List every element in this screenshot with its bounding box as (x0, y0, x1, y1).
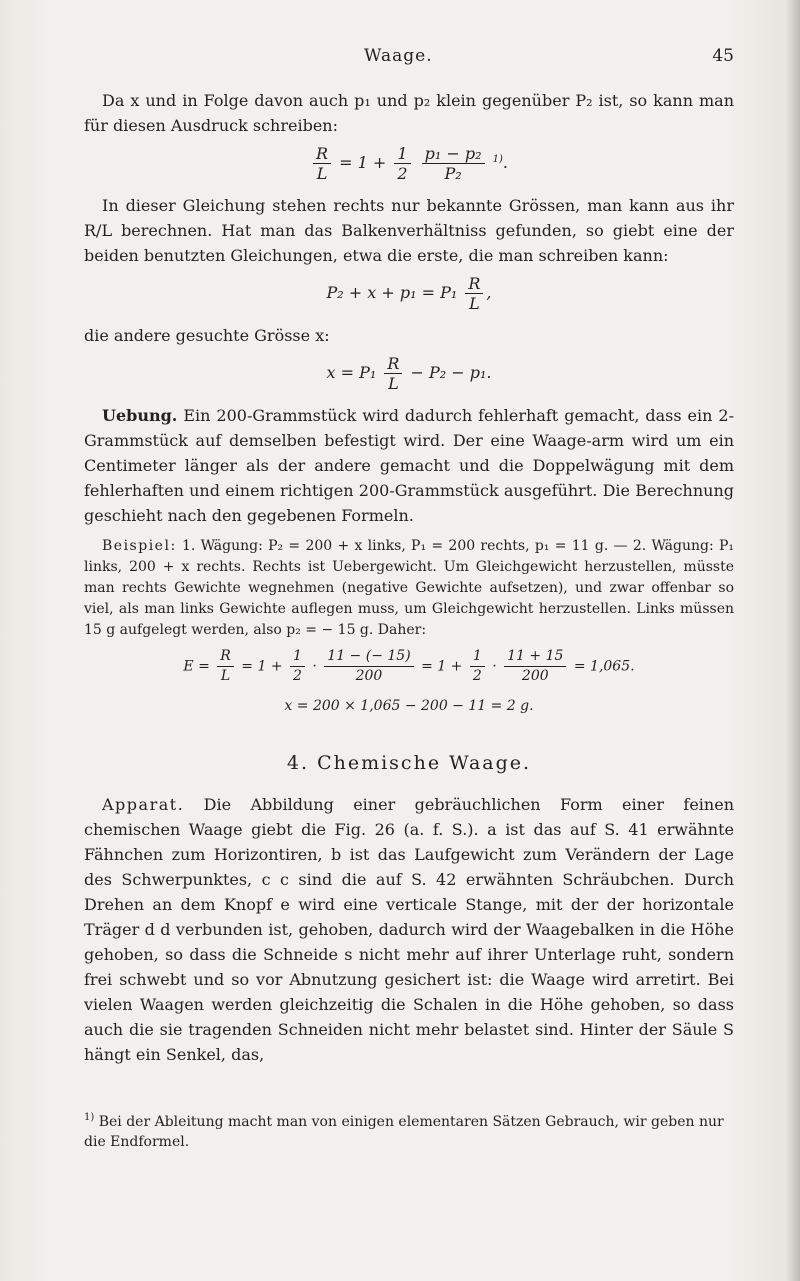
paragraph-beispiel (84, 536, 734, 641)
beispiel-label: Beispiel: (102, 538, 177, 554)
fraction-r-over-l: $\frac{R}{L}$ (384, 354, 402, 393)
fraction-half: $\frac{1}{2}$ (290, 647, 305, 686)
beispiel-text: 1. Wägung: P₂ = 200 + x links, P₁ = 200 rechts, p₁ = 11 g. — 2. Wägung: P₁ links, 200 + x rechts. Rechts ist Uebergewicht. Um Gleichgewicht herzustellen, müsste man rechts Gewichte wegnehmen (negative Gewichte aufsetzen), und zwar offenbar so viel, als man links Gewichte auflegen muss, um Gleichgewicht herzustellen. Links müssen 15 g aufgelegt werden, also p₂ = − 15 g. Daher: (84, 538, 734, 638)
equation-result: x = 200 × 1,065 − 200 − 11 = 2 g. (284, 698, 534, 714)
footnote (84, 1108, 734, 1152)
fraction-example-2: $\frac{11 + 15}{200}$ (504, 647, 566, 686)
paragraph-intro: Da x und in Folge davon auch p₁ und p₂ klein gegenüber P₂ ist, so kann man für diesen Ausdruck schreiben: (84, 91, 734, 135)
uebung-text: Ein 200-Grammstück wird dadurch fehlerhaft gemacht, dass ein 2-Grammstück auf demselben befestigt wird. Der eine Waage-arm wird um ein Centimeter länger als der andere gemacht und die Doppelwägung mit dem fehlerhaften und einem richtigen 200-Grammstück ausgeführt. Die Berechnung geschieht nach den gegebenen Formeln. (84, 406, 734, 525)
section-title: 4. Chemische Waage. (286, 752, 532, 774)
page-edge-shadow (786, 0, 800, 1281)
paragraph-explanation: In dieser Gleichung stehen rechts nur bekannte Grössen, man kann aus ihr R/L berechnen. Hat man das Balkenverhältniss gefunden, so giebt eine der beiden benutzten Gleichungen, etwa die erste, die man schreiben kann: (84, 196, 734, 265)
fraction-half-2: $\frac{1}{2}$ (470, 647, 485, 686)
footnote-text: Bei der Ableitung macht man von einigen elementaren Sätzen Gebrauch, wir geben nur die Endformel. (84, 1114, 724, 1150)
footnote-mark: 1) (492, 154, 503, 165)
paragraph-apparat (84, 792, 734, 1067)
equation-ratio: $\frac{R}{L}$ = 1 + $\frac{1}{2}$ $\frac{\text{p₁ − p₂}}{\text{P₂}}$ $^{1)}$. (84, 144, 734, 183)
paragraph-uebung (84, 403, 734, 528)
equation-example: E = $\frac{R}{L}$ = 1 + $\frac{1}{2}$ · $\frac{11 - (- 15)}{200}$ = 1 + $\frac{1}{2}$ · $\frac{11 + 15}{200}$ = 1,065. (183, 648, 635, 684)
fraction-r-over-l: $\frac{R}{L}$ (217, 647, 234, 686)
page-number: 45 (712, 46, 734, 66)
footnote-mark: 1) (84, 1112, 95, 1123)
fraction-half: $\frac{1}{2}$ (394, 144, 410, 183)
fraction-example-1: $\frac{11 - (- 15)}{200}$ (324, 647, 413, 686)
fraction-p-diff: $\frac{\text{p₁ − p₂}}{\text{P₂}}$ (422, 144, 485, 183)
page-body (84, 88, 734, 1067)
equation-balance: P₂ + x + p₁ = P₁ $\frac{R}{L}$ , (326, 274, 492, 313)
fraction-r-over-l: $\frac{R}{L}$ (465, 274, 483, 313)
fraction-r-over-l: $\frac{R}{L}$ (313, 144, 331, 183)
running-head: Waage. (364, 46, 433, 66)
apparat-text: Die Abbildung einer gebräuchlichen Form einer feinen chemischen Waage giebt die Fig. 26 (a. f. S.). a ist das auf S. 41 erwähnte Fähnchen zum Horizontiren, b ist das Laufgewicht zum Verändern der Lage des Schwerpunktes, c c sind die auf S. 42 erwähnten Schräubchen. Durch Drehen an dem Knopf e wird eine verticale Stange, mit der der horizontale Träger d d verbunden ist, gehoben, dadurch wird der Waagebalken in die Höhe gehoben, so dass die Schneide s nicht mehr auf ihrer Unterlage ruht, sondern frei schwebt und so vor Abnutzung gesichert ist: die Waage wird arretirt. Bei vielen Waagen werden gleichzeitig die Schalen in die Höhe gehoben, so dass auch die sie tragenden Schneiden nicht mehr belastet sind. Hinter der Säule S hängt ein Senkel, das, (84, 795, 735, 1064)
uebung-label: Uebung. (102, 406, 178, 425)
apparat-label: Apparat. (102, 795, 185, 814)
page-header (84, 46, 734, 74)
equation-x: x = P₁ $\frac{R}{L}$ − P₂ − p₁. (326, 354, 492, 393)
paragraph-unknown: die andere gesuchte Grösse x: (84, 326, 330, 345)
